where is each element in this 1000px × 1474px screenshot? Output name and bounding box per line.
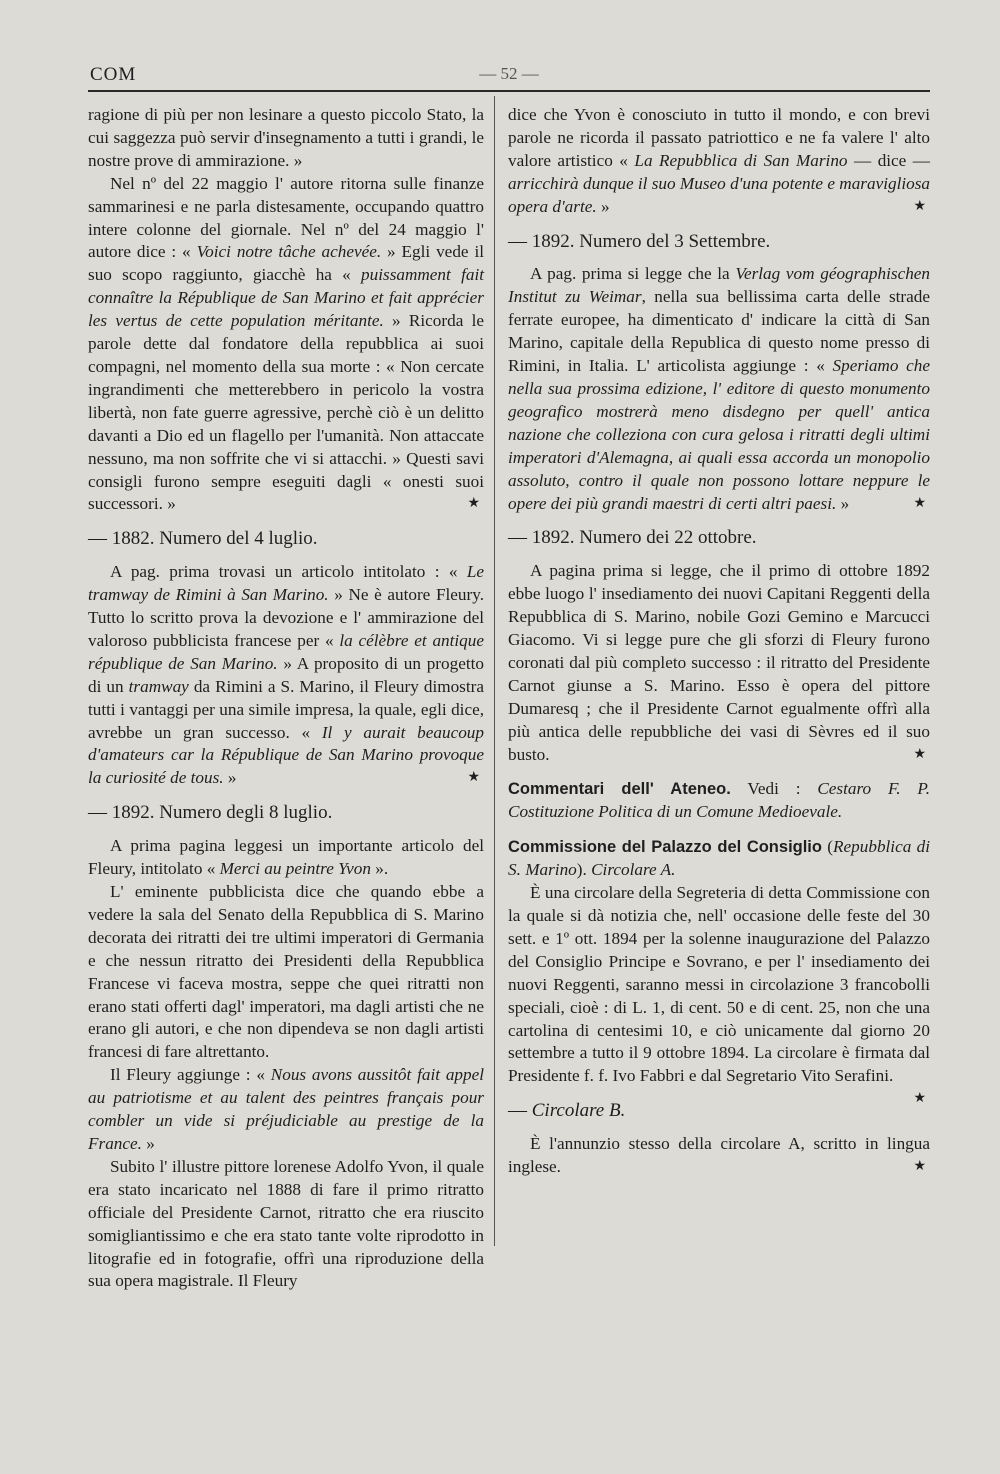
entry: Commissione del Palazzo del Consiglio (Repubblica di S. Marino). Circolare A. <box>508 837 930 880</box>
star-mark: ★ <box>913 495 926 511</box>
star-mark: ★ <box>467 496 480 512</box>
paragraph: Subito l' illustre pittore lorenese Adolfo Yvon, il quale era stato incaricato nel 1888 di fare il primo ritratto officiale del Presidente Carnot, ritratto che era riuscito somigliantissimo e che era stato tante volte riprodotto in litografie ed in fotografie, offrì una riproduzione della sua opera magistrale. Il Fleury <box>88 1156 484 1291</box>
paragraph: L' eminente pubblicista dice che quando ebbe a vedere la sala del Senato della Repubblica di S. Marino decorata dei ritratti dei tre ultimi imperatori di Germania e che nessun ritratto dei Presidenti della Repubblica Francese vi faceva mostra, seppe che quei ritratti non erano stati offerti dagl' imperatori, ma dagli artisti che ne erano gli autori, e che non dipendeva se non dagli artisti francesi di fare altrettanto. <box>88 882 484 1062</box>
column-divider <box>494 96 495 1246</box>
paragraph: A pag. prima trovasi un articolo intitolato : « Le tramway de Rimini à San Marino. » Ne è autore Fleury. Tutto lo scritto prova la devozione e l' ammirazione del valoroso pubblicista francese per « la célèbre et antique république de San Marino. » A proposito di un progetto di un tramway da Rimini a S. Marino, il Fleury dimostra tutti i vantaggi per una simile impresa, la quale, egli dice, avrebbe un gran successo. « Il y aurait beaucoup d'amateurs car la République de San Marino provoque la curiosité de tous. » ★ <box>88 561 484 790</box>
entry: Commentari dell' Ateneo. Vedi : Cestaro F. P. Costituzione Politica di un Comune Medioevale. <box>508 779 931 822</box>
section-title: — 1892. Numero dei 22 ottobre. <box>508 527 757 549</box>
running-header <box>88 62 930 92</box>
right-column <box>508 104 930 1179</box>
section-title: — 1892. Numero degli 8 luglio. <box>88 802 333 824</box>
section-title: — Circolare B. <box>508 1100 626 1122</box>
paragraph: A pag. prima si legge che la Verlag vom géographischen Institut zu Weimar, nella sua bellissima carta delle strade ferrate europee, ha dimenticato d' indicare la città di San Marino, capitale della Republica di questo nome presso di Rimini, in Italia. L' articolista aggiunge : « Speriamo che nella sua prossima edizione, l' editore di questo monumento geografico mostrerà meno disdegno per quell' antica nazione che colleziona con cura gelosa i ritratti degli ultimi imperatori d'Alemagna, ai quali essa accorda un monopolio assoluto, contro il quale non possono lottare neppure le opere dei più grandi maestri di certi altri paesi. » ★ <box>508 263 930 515</box>
star-mark: ★ <box>913 1159 926 1175</box>
entry-heading: Commentari dell' Ateneo. <box>508 780 731 799</box>
left-column <box>88 104 484 1293</box>
paragraph: A pagina prima si legge, che il primo di ottobre 1892 ebbe luogo l' insediamento dei nuovi Capitani Reggenti della Repubblica di S. Marino, nobile Gozi Gemino e Marcucci Giacomo. Vi si legge pure che gli sforzi di Fleury furono coronati dal più completo successo : il ritratto del Presidente Carnot giunse a S. Marino. Esso è opera del pittore Dumaresq ; che il Presidente Carnot egualmente offrì alla più antica delle repubbliche dei vasi di Sèvres ed il suo busto. ★ <box>508 560 930 766</box>
paragraph: ragione di più per non lesinare a questo piccolo Stato, la cui saggezza può servir d'insegnamento a tutti i grandi, le nostre prove di ammirazione. » <box>88 105 484 170</box>
paragraph: Nel nº del 22 maggio l' autore ritorna sulle finanze sammarinesi e ne parla distesamente, occupando quattro intere colonne del giornale. Nel nº del 24 maggio l' autore dice : « Voici notre tâche achevée. » Egli vede il suo scopo raggiunto, giacchè ha « puissamment fait connaître la République de San Marino et fait apprécier les vertus de cette population méritante. » Ricorda le parole dette dal fondatore della repubblica ai suoi compagni, nel momento della sua morte : « Non cercate ingrandimenti che metterebbero in pericolo la vostra libertà, non fate guerre agressive, perchè ciò è un delitto davanti a Dio ed un flagello per l'umanità. Non attaccate nessuno, ma non soffrite che vi si attacchi. » Questi savi consigli furono sempre eseguiti dagli « onesti suoi successori. » ★ <box>88 173 484 517</box>
section-heading: COM <box>90 64 137 85</box>
section-title: — 1882. Numero del 4 luglio. <box>88 528 318 550</box>
paragraph: A prima pagina leggesi un importante articolo del Fleury, intitolato « Merci au peintre Yvon ». <box>88 836 484 879</box>
paragraph: È l'annunzio stesso della circolare A, scritto in lingua inglese. ★ <box>508 1133 930 1179</box>
paragraph: È una circolare della Segreteria di detta Commissione con la quale si dà notizia che, nell' occasione delle feste del 30 sett. e 1º ott. 1894 per la solenne inaugurazione del Palazzo del Consiglio Principe e Sovrano, e per l' insediamento dei nuovi Reggenti, saranno messi in circolazione 3 francobolli speciali, cioè : di L. 1, di cent. 50 e di cent. 25, non che una cartolina di centesimi 10, e ciò unicamente dal giorno 20 settembre a tutto il 9 ottobre 1894. La circolare è firmata dal Presidente f. f. Ivo Fabbri e dal Segretario Vito Serafini. ★ <box>508 882 930 1088</box>
star-mark: ★ <box>467 770 480 786</box>
star-mark: ★ <box>913 1091 926 1107</box>
star-mark: ★ <box>913 198 926 214</box>
paragraph: Il Fleury aggiunge : « Nous avons aussitôt fait appel au patriotisme et au talent des peintres français pour combler un vide si préjudiciable au prestige de la France. » <box>88 1065 485 1153</box>
page-number: — 52 — <box>479 64 539 83</box>
entry-heading: Commissione del Palazzo del Consiglio <box>508 838 822 857</box>
section-title: — 1892. Numero del 3 Settembre. <box>508 230 771 252</box>
paragraph: dice che Yvon è conosciuto in tutto il mondo, e con brevi parole ne ricorda il passato patriottico e ne fa valere l' alto valore artistico « La Repubblica di San Marino — dice — arricchirà dunque il suo Museo d'una potente e maravigliosa opera d'arte. » ★ <box>508 104 930 219</box>
star-mark: ★ <box>913 746 926 762</box>
